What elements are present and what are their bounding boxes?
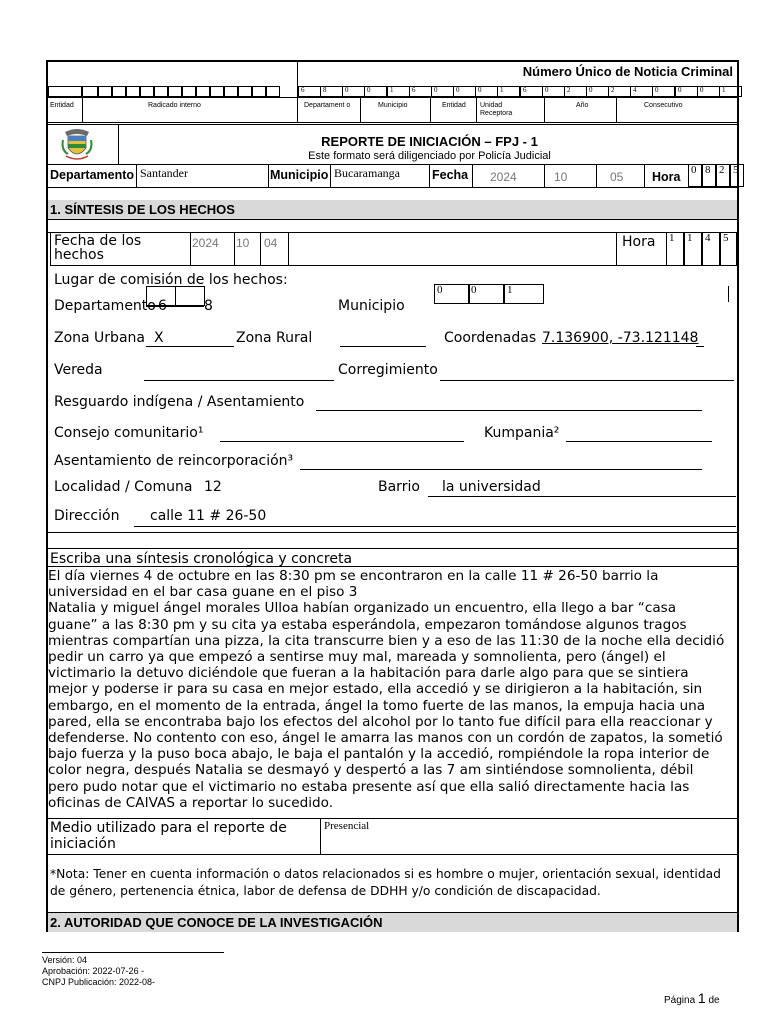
nunc-digit-box[interactable]: 0 xyxy=(586,86,609,97)
lugar-departamento-digit-2[interactable]: 8 xyxy=(204,298,213,314)
narrative-line: defenderse. No contento con eso, ángel le amarra las manos con un cordón de zapatos, la sometió xyxy=(48,730,723,747)
narrative-line: mientras compartían una pizza, la cita transcurre bien y a eso de las 11:30 de la noche ella decidió xyxy=(48,632,725,649)
nunc-digit-box[interactable]: 2 xyxy=(608,86,631,97)
colombia-coat-of-arms-icon xyxy=(60,126,94,162)
label-consecutivo: Consecutivo xyxy=(644,102,683,109)
radicado-box[interactable] xyxy=(82,86,98,97)
hechos-hora-digit[interactable]: 1 xyxy=(666,232,684,266)
localidad-value[interactable]: 12 xyxy=(204,479,222,495)
footer-publicacion: CNPJ Publicación: 2022-08- xyxy=(42,977,156,987)
radicado-box[interactable] xyxy=(182,86,196,97)
footer-aprobacion: Aprobación: 2022-07-26 - xyxy=(42,966,145,976)
zona-urbana-label: Zona Urbana xyxy=(54,330,145,346)
resguardo-label: Resguardo indígena / Asentamiento xyxy=(54,394,305,410)
section1-title: 1. SÍNTESIS DE LOS HECHOS xyxy=(48,200,737,219)
narrative-line: mejor y poderse ir para su casa en mejor estado, ella accedió y se dirigieron a la habitación, sin xyxy=(48,681,703,698)
medio-label: Medio utilizado para el reporte de iniciación xyxy=(50,820,287,852)
radicado-box[interactable] xyxy=(266,86,280,97)
nunc-digit-box[interactable]: 6 xyxy=(409,86,432,97)
section2-title: 2. AUTORIDAD QUE CONOCE DE LA INVESTIGACIÓN xyxy=(48,913,737,932)
nunc-digit-box[interactable]: 0 xyxy=(542,86,565,97)
label-municipio-code: Municipio xyxy=(378,102,408,109)
report-fecha-month[interactable]: 10 xyxy=(554,170,568,184)
nunc-digit-box[interactable]: 0 xyxy=(431,86,454,97)
direccion-label: Dirección xyxy=(54,508,120,524)
report-departamento-value[interactable]: Santander xyxy=(140,166,188,180)
nunc-digit-box[interactable]: 1 xyxy=(387,86,410,97)
radicado-box[interactable] xyxy=(140,86,154,97)
hechos-fecha-label: Fecha de los hechos xyxy=(54,233,142,263)
narrative-line: guane” a las 8:30 pm y su cita ya estaba esperándola, empezaron tomándose algunos tragos xyxy=(48,616,687,633)
hechos-hora-digit[interactable]: 1 xyxy=(684,232,702,266)
lugar-departamento-label: Departamento xyxy=(54,298,156,314)
report-municipio-value[interactable]: Bucaramanga xyxy=(334,166,400,180)
hechos-hora-digit[interactable]: 5 xyxy=(720,232,738,266)
hechos-fecha-day[interactable]: 04 xyxy=(264,236,278,250)
radicado-box[interactable] xyxy=(252,86,266,97)
page-num: 1 xyxy=(697,990,706,1006)
nunc-digit-box[interactable]: 8 xyxy=(320,86,343,97)
nunc-digit-box[interactable]: 0 xyxy=(675,86,698,97)
nunc-digit-box[interactable]: 6 xyxy=(298,86,321,97)
narrative-line: pared, ella se encontraba bajo los efectos del alcohol por lo tanto fue difícil para ella reaccionar y xyxy=(48,713,713,730)
nunc-digit-box[interactable]: 2 xyxy=(564,86,587,97)
lugar-municipio-label: Municipio xyxy=(338,298,405,314)
coordenadas-label: Coordenadas xyxy=(444,330,537,346)
coordenadas-value[interactable]: 7.136900, -73.121148 xyxy=(542,330,699,346)
footer-meta xyxy=(42,955,155,988)
nunc-digit-box[interactable]: 0 xyxy=(475,86,498,97)
zona-rural-label: Zona Rural xyxy=(236,330,313,346)
radicado-box[interactable] xyxy=(112,86,126,97)
report-fecha-year[interactable]: 2024 xyxy=(490,170,517,184)
zona-urbana-value[interactable]: X xyxy=(154,330,164,346)
narrative-line: pedir un carro ya que empezó a sentirse muy mal, mareada y somnolienta, pero (ángel) el xyxy=(48,649,666,666)
nunc-digit-box[interactable]: 0 xyxy=(453,86,476,97)
report-fecha-day[interactable]: 05 xyxy=(610,170,624,184)
barrio-value[interactable]: la universidad xyxy=(442,479,541,495)
page-label: Página xyxy=(664,995,696,1006)
label-anio: Año xyxy=(576,102,589,109)
page-de: de xyxy=(708,995,720,1006)
nunc-digit-box[interactable]: 0 xyxy=(652,86,675,97)
narrative-line: bajo fuerza y la puso boca abajo, le baja el pantalón y la accedió, rompiéndole la ropa interior de xyxy=(48,746,710,763)
barrio-label: Barrio xyxy=(378,479,420,495)
label-entidad-code: Entidad xyxy=(442,102,466,109)
radicado-box[interactable] xyxy=(210,86,224,97)
lugar-municipio-digit[interactable]: 1 xyxy=(504,284,544,304)
kumpania-label: Kumpania² xyxy=(484,425,560,441)
radicado-box[interactable] xyxy=(196,86,210,97)
report-hora-digit[interactable]: 0 xyxy=(688,164,702,187)
narrative-line: oficinas de CAIVAS a reportar lo sucedido. xyxy=(48,794,334,811)
hechos-hora-label: Hora xyxy=(622,234,656,250)
nunc-digit-box[interactable]: 4 xyxy=(630,86,653,97)
footer-version: Versión: 04 xyxy=(42,955,88,965)
label-unidad: Unidad Receptora xyxy=(480,102,513,117)
hechos-fecha-month[interactable]: 10 xyxy=(236,236,250,250)
sintesis-label: Escriba una síntesis cronológica y concreta xyxy=(50,551,353,567)
nunc-digit-box[interactable]: 1 xyxy=(719,86,742,97)
report-municipio-label: Municipio xyxy=(270,168,329,182)
report-subtitle: Este formato será diligenciado por Policía Judicial xyxy=(308,150,551,162)
narrative-line: El día viernes 4 de octubre en las 8:30 pm se encontraron en la calle 11 # 26-50 barrio la xyxy=(48,568,659,584)
narrative-line: color negra, después Natalia se desmayó y despertó a las 7 am sintiéndose somnolienta, débil xyxy=(48,762,694,779)
hechos-fecha-year[interactable]: 2024 xyxy=(192,236,219,250)
report-hora-digit[interactable]: 2 xyxy=(716,164,730,187)
narrative-line: victimario la detuvo diciéndole que fueran a la habitación para darle algo para que se sintiera xyxy=(48,665,689,682)
report-hora-digit[interactable]: 8 xyxy=(702,164,716,187)
radicado-box[interactable] xyxy=(224,86,238,97)
narrative-line: Natalia y miguel ángel morales Ulloa habían organizado un encuentro, ella llego a bar “casa xyxy=(48,600,677,617)
lugar-departamento-digit-1[interactable]: 6 xyxy=(158,298,167,314)
hechos-hora-digit[interactable]: 4 xyxy=(702,232,720,266)
narrative-line: embargo, en el momento de la entrada, ángel la tomo fuerte de las manos, la empuja hacia una xyxy=(48,697,706,714)
radicado-box[interactable] xyxy=(48,86,82,97)
label-entidad: Entidad xyxy=(50,102,74,109)
lugar-municipio-digit[interactable]: 0 xyxy=(468,284,504,304)
label-departamento-code: Departament o xyxy=(304,102,351,109)
asentamiento-label: Asentamiento de reincorporación³ xyxy=(54,453,294,469)
vereda-label: Vereda xyxy=(54,362,103,378)
radicado-box[interactable] xyxy=(168,86,182,97)
nota-text: *Nota: Tener en cuenta información o datos relacionados si es hombre o mujer, orientación sexual, identidad de género, pertenencia étnica, labor de defensa de DDHH y/o condición de discapacidad. xyxy=(50,867,721,898)
radicado-box[interactable] xyxy=(126,86,140,97)
report-hora-digit[interactable]: 5 xyxy=(730,164,744,187)
narrative-text[interactable] xyxy=(48,568,741,811)
report-title: REPORTE DE INICIACIÓN – FPJ - 1 xyxy=(321,134,538,149)
report-form xyxy=(46,60,739,932)
nunc-digit-box[interactable]: 1 xyxy=(497,86,520,97)
nunc-digit-box[interactable]: 6 xyxy=(520,86,543,97)
nunc-title: Número Único de Noticia Criminal xyxy=(522,64,733,79)
narrative-line: pero pudo notar que el victimario no estaba presente así que ella salió directamente hacia las xyxy=(48,778,690,795)
nunc-digit-box[interactable]: 0 xyxy=(364,86,387,97)
label-radicado: Radicado interno xyxy=(148,102,201,109)
report-hora-label: Hora xyxy=(652,170,681,184)
lugar-municipio-digit[interactable]: 0 xyxy=(434,284,470,304)
consejo-label: Consejo comunitario¹ xyxy=(54,425,204,441)
page-number xyxy=(664,990,720,1006)
localidad-label: Localidad / Comuna xyxy=(54,479,193,495)
report-fecha-label: Fecha xyxy=(432,168,469,182)
nunc-digit-box[interactable]: 0 xyxy=(697,86,720,97)
medio-value[interactable]: Presencial xyxy=(324,820,370,832)
lugar-label: Lugar de comisión de los hechos: xyxy=(54,272,288,288)
report-departamento-label: Departamento xyxy=(50,168,135,182)
direccion-value[interactable]: calle 11 # 26-50 xyxy=(150,508,267,524)
radicado-box[interactable] xyxy=(98,86,112,97)
radicado-box[interactable] xyxy=(238,86,252,97)
radicado-box[interactable] xyxy=(154,86,168,97)
narrative-line: universidad en el bar casa guane en el piso 3 xyxy=(48,584,358,601)
nunc-digit-box[interactable]: 0 xyxy=(342,86,365,97)
corregimiento-label: Corregimiento xyxy=(338,362,438,378)
